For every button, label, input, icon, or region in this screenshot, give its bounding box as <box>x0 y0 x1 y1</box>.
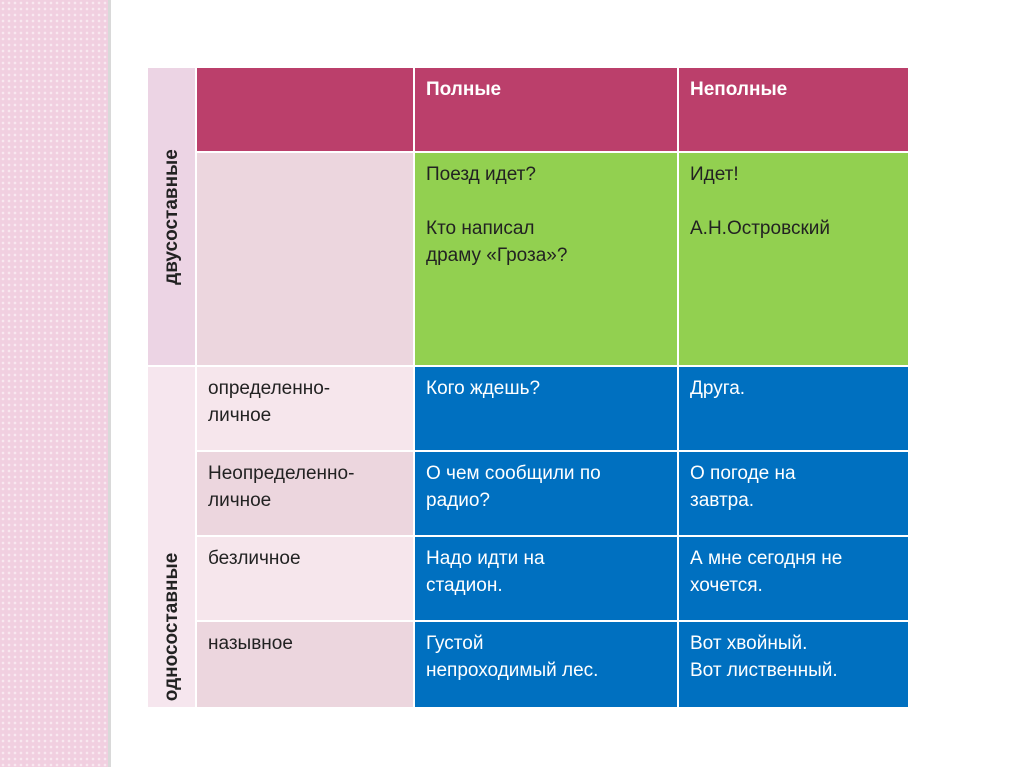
one-part-partial-cell: Вот хвойный. Вот лиственный. <box>679 622 908 707</box>
header-empty-cell <box>197 68 413 151</box>
one-part-full-cell: О чем сообщили по радио? <box>415 452 677 535</box>
group-label-one-part <box>148 367 195 707</box>
one-part-full-cell: Надо идти на стадион. <box>415 537 677 620</box>
one-part-type-cell: назывное <box>197 622 413 707</box>
one-part-partial-cell: Друга. <box>679 367 908 450</box>
group-label-two-part-text: двусоставные <box>160 148 182 285</box>
two-part-partial-cell: Идет! А.Н.Островский <box>679 153 908 365</box>
two-part-type-cell <box>197 153 413 365</box>
group-label-one-part-text: односоставные <box>160 552 182 702</box>
decorative-side-strip <box>0 0 108 767</box>
one-part-type-cell: определенно- личное <box>197 367 413 450</box>
one-part-full-cell: Густой непроходимый лес. <box>415 622 677 707</box>
two-part-full-cell: Поезд идет? Кто написал драму «Гроза»? <box>415 153 677 365</box>
one-part-full-cell: Кого ждешь? <box>415 367 677 450</box>
one-part-type-cell: Неопределенно- личное <box>197 452 413 535</box>
one-part-partial-cell: О погоде на завтра. <box>679 452 908 535</box>
header-partial: Неполные <box>679 68 908 151</box>
header-full: Полные <box>415 68 677 151</box>
one-part-type-cell: безличное <box>197 537 413 620</box>
side-divider <box>108 0 111 767</box>
group-label-two-part <box>148 68 195 365</box>
one-part-partial-cell: А мне сегодня не хочется. <box>679 537 908 620</box>
